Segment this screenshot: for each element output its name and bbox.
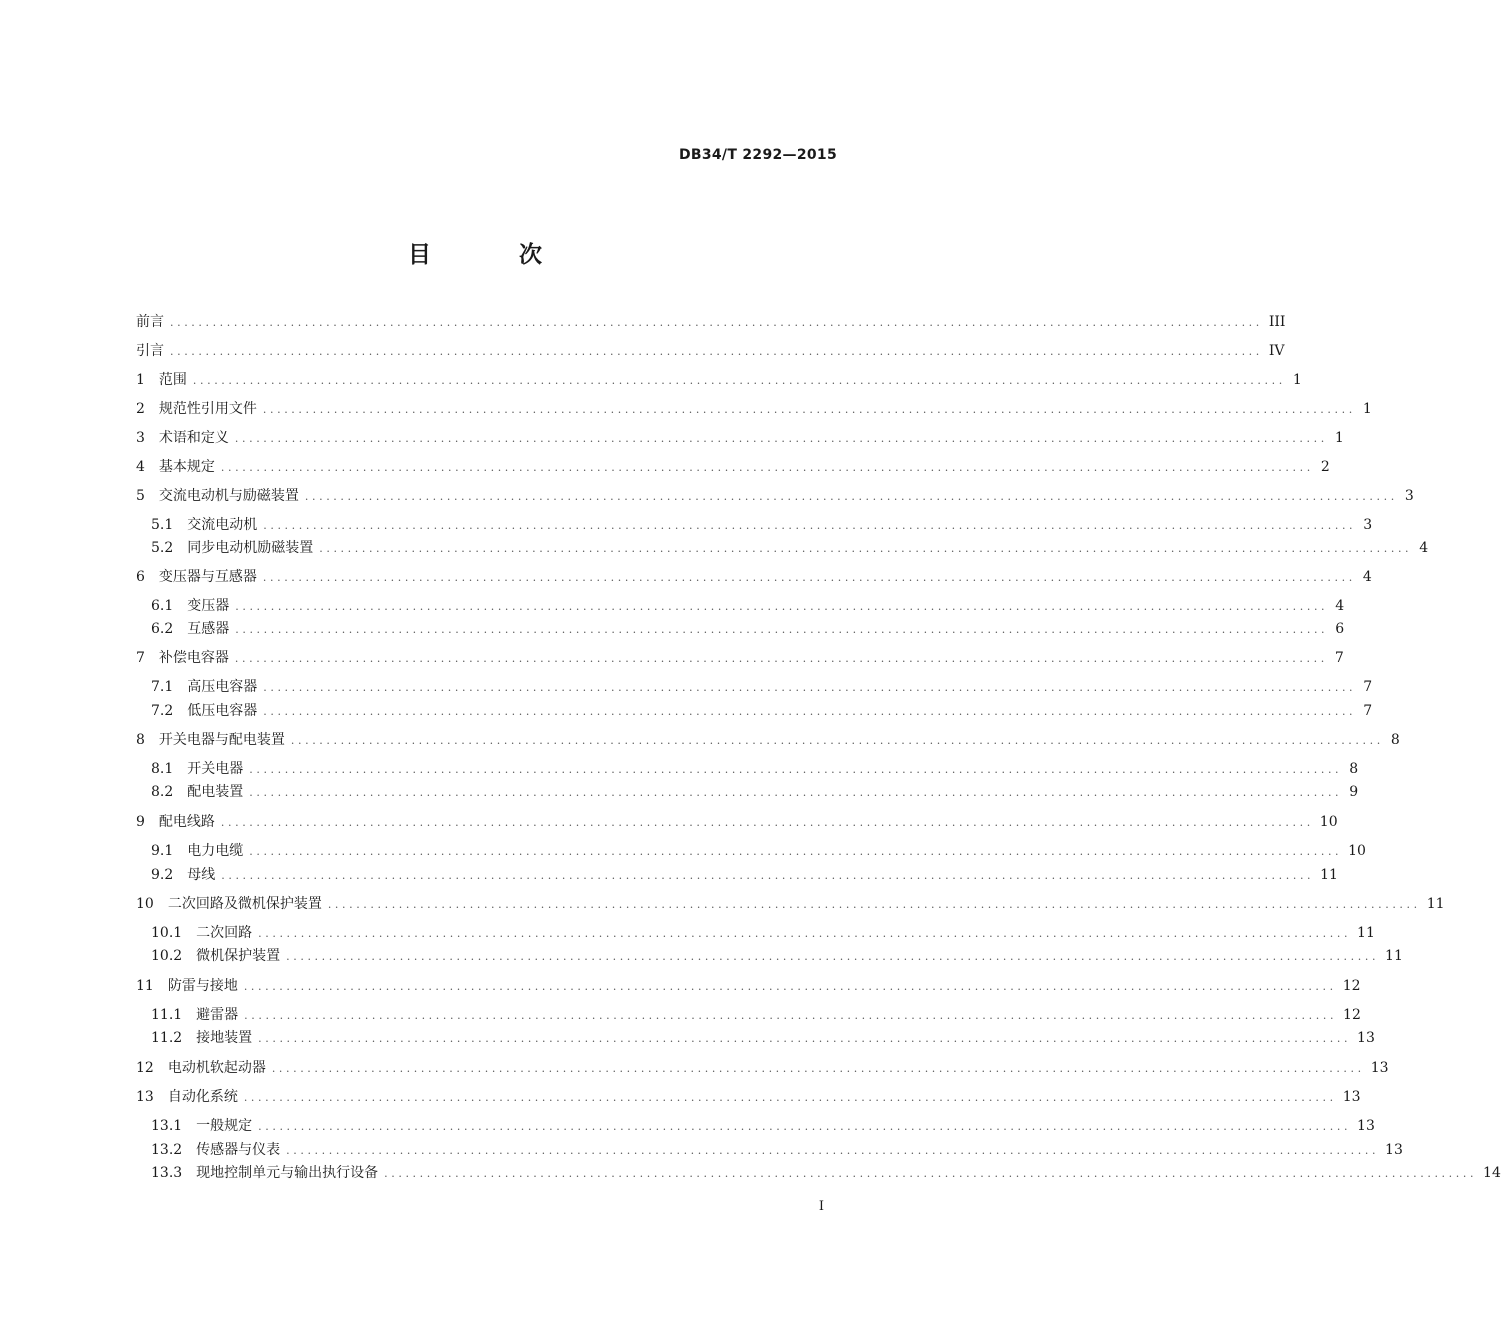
toc-label: 二次回路及微机保护装置 [167, 896, 322, 912]
toc-entry[interactable] [151, 515, 1373, 535]
toc-page: 9 [1349, 784, 1359, 800]
toc-page: 8 [1390, 732, 1400, 748]
toc-page: 3 [1363, 517, 1373, 533]
toc-leader: .......................................................................................................................................................... [243, 980, 1337, 993]
toc-label: 现地控制单元与输出执行设备 [196, 1165, 379, 1181]
toc-leader: .......................................................................................................................................................... [258, 1032, 1352, 1045]
toc-page: 11 [1426, 896, 1445, 912]
toc-page: 8 [1349, 761, 1359, 777]
toc-entry[interactable] [151, 596, 1345, 616]
toc-number: 6.2 [151, 621, 174, 637]
toc-number: 2 [136, 401, 145, 417]
toc-entry[interactable] [136, 1087, 1361, 1107]
toc-leader: .......................................................................................................................................................... [286, 950, 1380, 963]
page-title: 目 次 [407, 242, 582, 268]
toc-entry[interactable] [136, 341, 1285, 361]
toc-entry[interactable] [136, 812, 1338, 832]
toc-number: 9 [136, 814, 145, 830]
toc-entry[interactable] [151, 538, 1429, 558]
toc-entry[interactable] [151, 1028, 1375, 1048]
toc-number: 5.2 [151, 540, 174, 556]
toc-number: 7.1 [151, 679, 174, 695]
toc-leader: .......................................................................................................................................................... [262, 403, 1356, 416]
toc-entry[interactable] [151, 946, 1403, 966]
toc-entry[interactable] [136, 312, 1286, 332]
toc-label: 避雷器 [196, 1007, 239, 1023]
toc-leader: .......................................................................................................................................................... [192, 374, 1286, 387]
toc-number: 13.1 [151, 1118, 183, 1134]
toc-page: 13 [1370, 1060, 1389, 1076]
toc-leader: .......................................................................................................................................................... [304, 490, 1398, 503]
toc-number: 10.1 [151, 925, 183, 941]
page-number: I [818, 1199, 824, 1214]
toc-page: 13 [1385, 1142, 1403, 1158]
toc-label: 二次回路 [196, 925, 253, 941]
toc-page: 11 [1385, 948, 1403, 964]
toc-label: 低压电容器 [187, 703, 258, 719]
toc-label: 交流电动机 [187, 517, 258, 533]
toc-leader: .......................................................................................................................................................... [286, 1144, 1380, 1157]
toc-page: 4 [1362, 569, 1372, 585]
toc-entry[interactable] [151, 782, 1359, 802]
toc-leader: .......................................................................................................................................................... [234, 432, 1328, 445]
toc-label: 术语和定义 [158, 430, 229, 446]
toc-entry[interactable] [151, 841, 1366, 861]
toc-number: 11 [136, 978, 154, 994]
toc-label: 接地装置 [196, 1030, 253, 1046]
toc-leader: .......................................................................................................................................................... [263, 519, 1357, 532]
toc-number: 10.2 [151, 948, 183, 964]
toc-page: 13 [1357, 1118, 1375, 1134]
toc-page: 4 [1335, 598, 1345, 614]
toc-number: 7.2 [151, 703, 174, 719]
toc-label: 补偿电容器 [158, 650, 229, 666]
toc-page: 1 [1362, 401, 1372, 417]
toc-page: 2 [1320, 459, 1330, 475]
toc-number: 11.1 [151, 1007, 183, 1023]
toc-entry[interactable] [151, 1140, 1403, 1160]
toc-page: 7 [1363, 679, 1373, 695]
toc-leader: .......................................................................................................................................................... [258, 1120, 1352, 1133]
toc-entry[interactable] [151, 759, 1359, 779]
toc-number: 7 [136, 650, 145, 666]
toc-leader: .......................................................................................................................................................... [220, 461, 1314, 474]
toc-leader: .......................................................................................................................................................... [170, 316, 1263, 329]
toc-number: 13 [136, 1089, 154, 1105]
toc-number: 8.1 [151, 761, 174, 777]
toc-number: 8.2 [151, 784, 174, 800]
toc-page: 14 [1483, 1165, 1501, 1181]
toc-page: 3 [1404, 488, 1414, 504]
toc-leader: .......................................................................................................................................................... [234, 652, 1328, 665]
toc-number: 13.3 [151, 1165, 183, 1181]
toc-entry[interactable] [136, 399, 1372, 419]
toc-entry[interactable] [151, 1116, 1375, 1136]
toc-entry[interactable] [136, 648, 1344, 668]
toc-page: 13 [1342, 1089, 1361, 1105]
toc-leader: .......................................................................................................................................................... [243, 1091, 1337, 1104]
toc-entry[interactable] [136, 567, 1372, 587]
toc-leader: .......................................................................................................................................................... [249, 763, 1343, 776]
toc-label: 防雷与接地 [167, 978, 238, 994]
toc-leader: .......................................................................................................................................................... [384, 1167, 1478, 1180]
toc-page: 1 [1292, 372, 1302, 388]
toc-leader: .......................................................................................................................................................... [249, 845, 1343, 858]
toc-label: 引言 [136, 343, 164, 359]
toc-label: 变压器与互感器 [158, 569, 257, 585]
toc-leader: .......................................................................................................................................................... [235, 623, 1329, 636]
toc-label: 基本规定 [158, 459, 215, 475]
toc-entry[interactable] [136, 370, 1302, 390]
toc-label: 变压器 [187, 598, 230, 614]
toc-entry[interactable] [136, 1058, 1389, 1078]
toc-leader: .......................................................................................................................................................... [262, 571, 1356, 584]
toc-number: 9.2 [151, 867, 174, 883]
toc-page: 12 [1343, 1007, 1361, 1023]
toc-leader: .......................................................................................................................................................... [327, 898, 1421, 911]
toc-entry[interactable] [136, 894, 1445, 914]
toc-label: 交流电动机与励磁装置 [158, 488, 299, 504]
toc-entry[interactable] [151, 677, 1373, 697]
toc-number: 4 [136, 459, 145, 475]
toc-number: 13.2 [151, 1142, 183, 1158]
toc-page: 10 [1348, 843, 1366, 859]
toc-number: 5.1 [151, 517, 174, 533]
toc-number: 9.1 [151, 843, 174, 859]
toc-entry[interactable] [136, 976, 1361, 996]
toc-page: 7 [1363, 703, 1373, 719]
toc-leader: .......................................................................................................................................................... [249, 786, 1343, 799]
toc-leader: .......................................................................................................................................................... [244, 1009, 1338, 1022]
toc-page: 12 [1342, 978, 1361, 994]
toc-label: 配电装置 [187, 784, 244, 800]
toc-label: 电力电缆 [187, 843, 244, 859]
toc-label: 规范性引用文件 [158, 401, 257, 417]
toc-entry[interactable] [151, 1005, 1361, 1025]
toc-page: 6 [1335, 621, 1345, 637]
toc-entry[interactable] [136, 428, 1344, 448]
toc-number: 11.2 [151, 1030, 183, 1046]
toc-number: 5 [136, 488, 145, 504]
toc-label: 开关电器与配电装置 [158, 732, 285, 748]
toc-number: 10 [136, 896, 154, 912]
toc-entry[interactable] [136, 730, 1400, 750]
toc-label: 范围 [158, 372, 187, 388]
toc-page: 1 [1334, 430, 1344, 446]
toc-leader: .......................................................................................................................................................... [220, 816, 1314, 829]
toc-leader: .......................................................................................................................................................... [263, 681, 1357, 694]
toc-label: 配电线路 [158, 814, 215, 830]
toc-number: 6 [136, 569, 145, 585]
toc-page: 13 [1357, 1030, 1375, 1046]
toc-page: III [1268, 314, 1286, 330]
toc-leader: .......................................................................................................................................................... [290, 734, 1384, 747]
toc-page: IV [1268, 343, 1285, 359]
toc-label: 电动机软起动器 [167, 1060, 266, 1076]
toc-leader: .......................................................................................................................................................... [258, 927, 1352, 940]
toc-label: 同步电动机励磁装置 [187, 540, 314, 556]
toc-label: 一般规定 [196, 1118, 253, 1134]
toc-entry[interactable] [136, 457, 1330, 477]
toc-leader: .......................................................................................................................................................... [235, 600, 1329, 613]
toc-number: 6.1 [151, 598, 174, 614]
toc-number: 1 [136, 372, 145, 388]
toc-entry[interactable] [151, 701, 1373, 721]
toc-entry[interactable] [151, 865, 1338, 885]
toc-label: 传感器与仪表 [196, 1142, 281, 1158]
toc-label: 开关电器 [187, 761, 244, 777]
toc-leader: .......................................................................................................................................................... [263, 705, 1357, 718]
toc-leader: .......................................................................................................................................................... [221, 869, 1315, 882]
toc-entry[interactable] [151, 619, 1345, 639]
toc-entry[interactable] [136, 486, 1414, 506]
toc-label: 高压电容器 [187, 679, 258, 695]
toc-page: 7 [1334, 650, 1344, 666]
toc-leader: .......................................................................................................................................................... [271, 1062, 1365, 1075]
toc-leader: .......................................................................................................................................................... [319, 542, 1413, 555]
toc-page: 10 [1319, 814, 1338, 830]
toc-entry[interactable] [151, 923, 1375, 943]
toc-page: 11 [1357, 925, 1375, 941]
toc-label: 前言 [136, 314, 164, 330]
toc-label: 微机保护装置 [196, 948, 281, 964]
toc-label: 母线 [187, 867, 216, 883]
toc-leader: .......................................................................................................................................................... [170, 345, 1263, 358]
standard-code: DB34/T 2292—2015 [678, 147, 837, 163]
toc-label: 互感器 [187, 621, 230, 637]
toc-number: 12 [136, 1060, 154, 1076]
toc-label: 自动化系统 [167, 1089, 238, 1105]
toc-entry[interactable] [151, 1163, 1501, 1183]
toc-page: 4 [1419, 540, 1429, 556]
toc-page: 11 [1320, 867, 1338, 883]
toc-number: 3 [136, 430, 145, 446]
toc-number: 8 [136, 732, 145, 748]
